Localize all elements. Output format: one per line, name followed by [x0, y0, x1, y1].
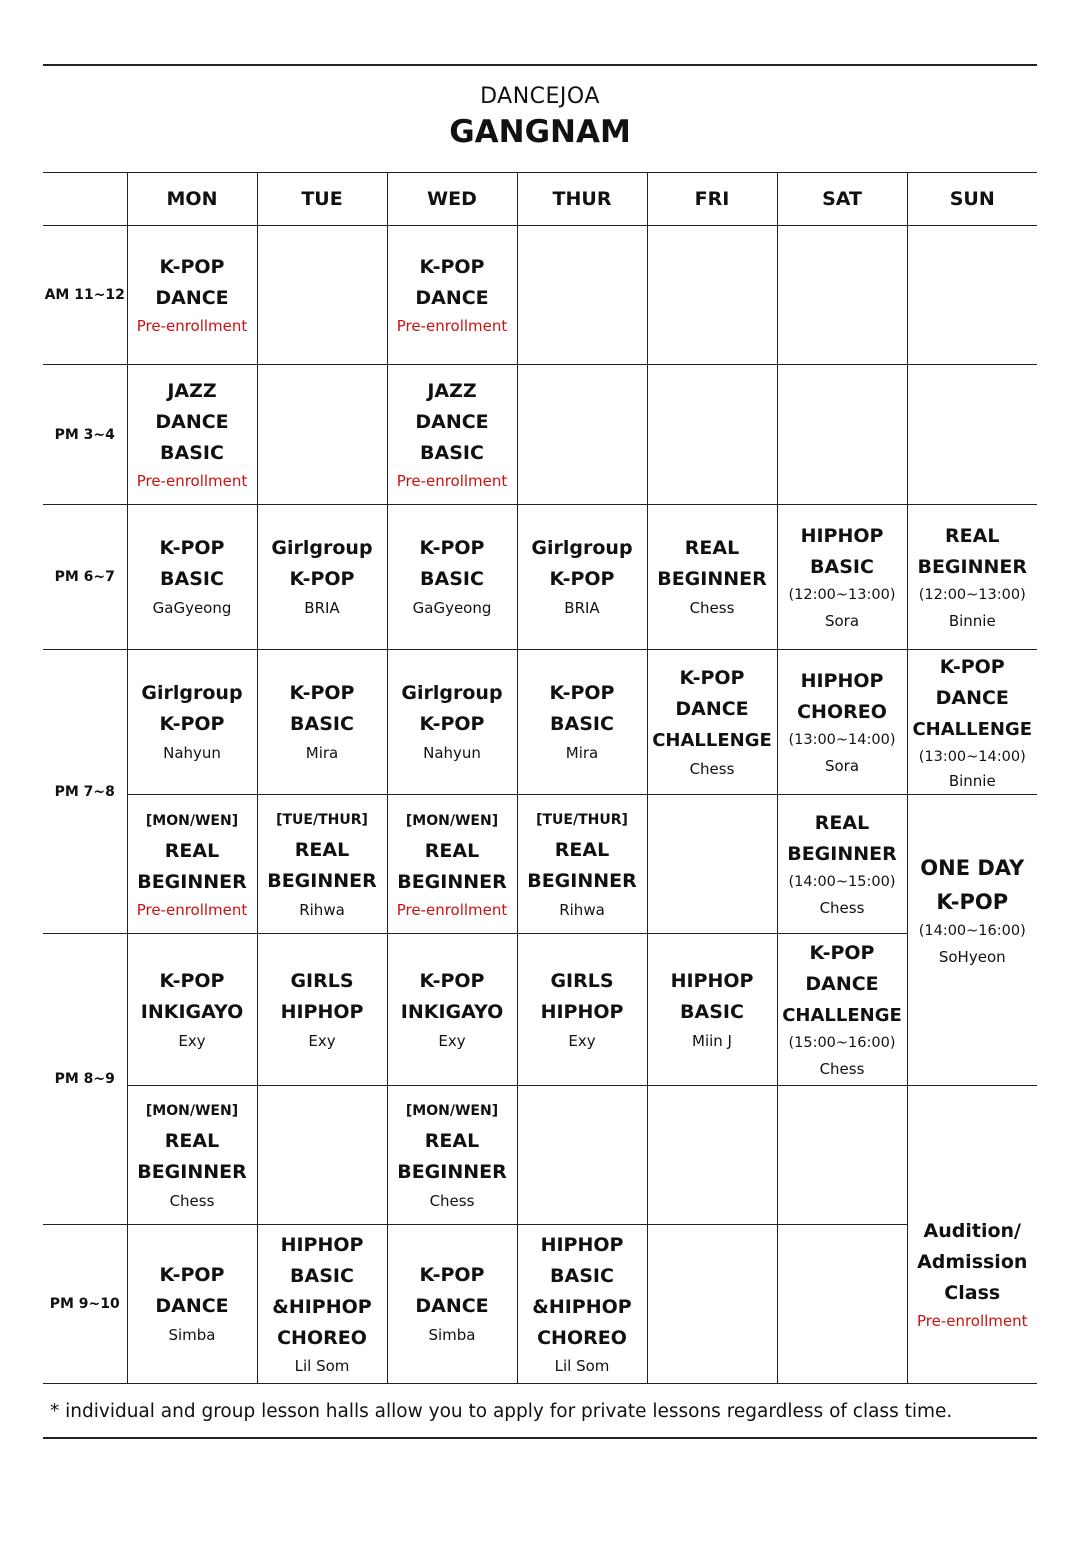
time-label: PM 7~8	[43, 650, 127, 934]
corner-cell	[43, 173, 127, 226]
class-name: Girlgroup	[141, 682, 243, 704]
class-name: HIPHOP	[800, 524, 884, 547]
day-header-thur: THUR	[517, 173, 647, 226]
class-name: DANCE	[935, 687, 1009, 709]
instructor-name: Chess	[689, 599, 735, 617]
class-name: HIPHOP	[280, 1234, 364, 1256]
day-header-row	[43, 173, 1037, 226]
day-header-mon: MON	[127, 173, 257, 226]
day-tag: [MON/WEN]	[405, 813, 499, 829]
row-pm-7-8-b	[43, 795, 1037, 934]
class-time: (12:00~13:00)	[918, 586, 1026, 603]
class-name: K-POP	[289, 568, 355, 590]
day-header-tue: TUE	[257, 173, 387, 226]
time-label: PM 8~9	[43, 934, 127, 1225]
row-pm-8-9-b	[43, 1086, 1037, 1225]
class-cell	[777, 934, 907, 1086]
class-name: GIRLS	[290, 969, 354, 992]
class-cell-one-day	[907, 795, 1037, 1086]
class-cell	[647, 650, 777, 795]
class-cell	[127, 365, 257, 505]
pre-enrollment-label: Pre-enrollment	[916, 1312, 1028, 1330]
class-name: REAL	[424, 1130, 480, 1152]
class-time: (15:00~16:00)	[788, 1034, 896, 1051]
class-name: K-POP	[159, 969, 225, 992]
instructor-name: Lil Som	[294, 1357, 350, 1375]
class-name: BASIC	[290, 713, 354, 735]
class-name: Audition/	[923, 1220, 1021, 1242]
day-header-fri: FRI	[647, 173, 777, 226]
instructor-name: Binnie	[948, 611, 996, 630]
instructor-name: Lil Som	[554, 1357, 610, 1375]
class-name: Admission	[917, 1251, 1028, 1273]
class-cell	[517, 1225, 647, 1384]
class-cell	[387, 226, 517, 365]
class-name: BASIC	[550, 713, 614, 735]
class-name: BEGINNER	[527, 870, 637, 892]
empty-cell	[777, 1086, 907, 1225]
class-name: BASIC	[550, 1265, 614, 1287]
row-pm-3-4	[43, 365, 1037, 505]
class-time: (13:00~14:00)	[788, 731, 896, 748]
class-name: Class	[944, 1282, 1001, 1304]
class-cell	[127, 795, 257, 934]
class-cell-audition	[907, 1086, 1037, 1384]
class-name: K-POP	[289, 682, 355, 704]
day-tag: [TUE/THUR]	[536, 812, 628, 828]
empty-cell	[647, 795, 777, 934]
class-name: DANCE	[805, 972, 879, 995]
class-name: BASIC	[810, 555, 874, 578]
class-name: CHALLENGE	[652, 729, 772, 751]
empty-cell	[257, 1086, 387, 1225]
class-name: HIPHOP	[670, 969, 754, 992]
class-name: K-POP	[419, 256, 485, 278]
day-tag: [MON/WEN]	[405, 1103, 499, 1119]
class-name: REAL	[294, 839, 350, 861]
class-name: CHALLENGE	[782, 1004, 902, 1026]
class-name: K-POP	[159, 1264, 225, 1286]
class-name: DANCE	[675, 697, 749, 720]
class-name: HIPHOP	[540, 1234, 624, 1256]
instructor-name: Chess	[819, 1059, 865, 1078]
time-label: AM 11~12	[43, 226, 127, 365]
instructor-name: Exy	[178, 1031, 206, 1050]
instructor-name: BRIA	[564, 599, 600, 617]
class-cell	[257, 505, 387, 650]
class-name: &HIPHOP	[532, 1296, 632, 1318]
instructor-name: Mira	[565, 744, 599, 762]
class-cell	[517, 505, 647, 650]
empty-cell	[257, 226, 387, 365]
empty-cell	[777, 1225, 907, 1384]
instructor-name: Chess	[819, 898, 865, 917]
class-name: K-POP	[936, 889, 1009, 914]
instructor-name: Chess	[169, 1192, 215, 1210]
class-cell	[647, 934, 777, 1086]
cell-spacer	[908, 970, 1038, 1030]
class-time: (14:00~15:00)	[788, 873, 896, 890]
class-cell	[127, 1086, 257, 1225]
class-name: DANCE	[155, 1295, 229, 1317]
class-name: BASIC	[160, 442, 224, 464]
brand-name: DANCEJOA	[480, 84, 600, 109]
class-name: BASIC	[680, 1000, 744, 1023]
class-cell	[387, 795, 517, 934]
class-name: REAL	[684, 537, 740, 559]
class-name: K-POP	[939, 656, 1005, 678]
empty-cell	[907, 365, 1037, 505]
class-cell	[517, 795, 647, 934]
empty-cell	[257, 365, 387, 505]
class-cell	[387, 1225, 517, 1384]
instructor-name: Binnie	[948, 772, 996, 790]
class-name: REAL	[945, 524, 1000, 547]
bottom-rule	[43, 1437, 1037, 1439]
class-name: K-POP	[419, 969, 485, 992]
row-pm-8-9-a	[43, 934, 1037, 1086]
pre-enrollment-label: Pre-enrollment	[396, 317, 508, 335]
empty-cell	[647, 1225, 777, 1384]
row-pm-9-10	[43, 1225, 1037, 1384]
class-name: K-POP	[419, 537, 485, 559]
instructor-name: Simba	[428, 1326, 476, 1344]
instructor-name: Nahyun	[423, 744, 481, 762]
instructor-name: Simba	[168, 1326, 216, 1344]
class-cell	[257, 795, 387, 934]
class-schedule-table	[43, 172, 1037, 1384]
class-name: BEGINNER	[657, 568, 767, 590]
class-name: BASIC	[420, 568, 484, 590]
class-name: &HIPHOP	[272, 1296, 372, 1318]
class-name: CHALLENGE	[912, 719, 1033, 740]
class-name: BEGINNER	[787, 842, 897, 865]
empty-cell	[777, 365, 907, 505]
class-name: BEGINNER	[397, 1161, 507, 1183]
row-am-11-12	[43, 226, 1037, 365]
empty-cell	[517, 1086, 647, 1225]
class-name: K-POP	[419, 713, 485, 735]
class-name: Girlgroup	[271, 537, 373, 559]
class-name: K-POP	[159, 537, 225, 559]
class-cell	[127, 226, 257, 365]
class-cell	[127, 650, 257, 795]
footer-note: * individual and group lesson halls allow you to apply for private lessons regardless of class time.	[50, 1401, 953, 1422]
empty-cell	[517, 365, 647, 505]
empty-cell	[517, 226, 647, 365]
class-name: BASIC	[290, 1265, 354, 1287]
empty-cell	[647, 226, 777, 365]
instructor-name: Exy	[568, 1031, 596, 1050]
class-cell	[517, 650, 647, 795]
pre-enrollment-label: Pre-enrollment	[136, 901, 248, 919]
class-cell	[387, 505, 517, 650]
class-name: HIPHOP	[280, 1000, 364, 1023]
class-name: K-POP	[679, 666, 745, 689]
time-label: PM 3~4	[43, 365, 127, 505]
cell-spacer	[908, 1136, 1038, 1216]
instructor-name: Sora	[824, 756, 860, 775]
day-tag: [MON/WEN]	[145, 813, 239, 829]
row-pm-6-7	[43, 505, 1037, 650]
class-cell	[907, 650, 1037, 795]
class-time: (14:00~16:00)	[918, 922, 1026, 939]
day-tag: [TUE/THUR]	[276, 812, 368, 828]
class-cell	[127, 934, 257, 1086]
class-name: REAL	[164, 840, 220, 862]
class-name: BEGINNER	[917, 555, 1028, 578]
class-name: BEGINNER	[397, 871, 507, 893]
class-name: ONE DAY	[920, 855, 1025, 880]
class-name: DANCE	[155, 287, 229, 309]
instructor-name: Exy	[308, 1031, 336, 1050]
class-cell	[777, 505, 907, 650]
class-name: INKIGAYO	[400, 1000, 504, 1023]
class-time: (12:00~13:00)	[788, 586, 896, 603]
class-cell	[387, 1086, 517, 1225]
class-name: CHOREO	[537, 1327, 627, 1349]
class-name: DANCE	[415, 287, 489, 309]
instructor-name: BRIA	[304, 599, 340, 617]
class-name: REAL	[424, 840, 480, 862]
class-cell	[387, 934, 517, 1086]
class-name: GIRLS	[550, 969, 614, 992]
class-name: INKIGAYO	[140, 1000, 244, 1023]
class-name: K-POP	[419, 1264, 485, 1286]
class-name: DANCE	[155, 411, 229, 433]
day-tag: [MON/WEN]	[145, 1103, 239, 1119]
class-name: HIPHOP	[540, 1000, 624, 1023]
class-name: REAL	[814, 811, 870, 834]
class-name: DANCE	[415, 1295, 489, 1317]
instructor-name: Miin J	[692, 1031, 732, 1050]
class-name: K-POP	[549, 682, 615, 704]
time-label: PM 6~7	[43, 505, 127, 650]
class-name: K-POP	[159, 713, 225, 735]
class-name: BEGINNER	[137, 871, 247, 893]
instructor-name: Chess	[429, 1192, 475, 1210]
instructor-name: GaGyeong	[152, 599, 232, 617]
class-cell	[257, 650, 387, 795]
class-cell	[257, 1225, 387, 1384]
branch-name: GANGNAM	[449, 114, 631, 150]
empty-cell	[647, 1086, 777, 1225]
instructor-name: GaGyeong	[412, 599, 492, 617]
instructor-name: Nahyun	[163, 744, 221, 762]
day-header-wed: WED	[387, 173, 517, 226]
top-rule	[43, 64, 1037, 66]
class-name: BEGINNER	[137, 1161, 247, 1183]
class-cell	[257, 934, 387, 1086]
class-name: CHOREO	[797, 700, 887, 723]
class-name: DANCE	[415, 411, 489, 433]
row-pm-7-8-a	[43, 650, 1037, 795]
day-header-sun: SUN	[907, 173, 1037, 226]
day-header-sat: SAT	[777, 173, 907, 226]
pre-enrollment-label: Pre-enrollment	[396, 472, 508, 490]
class-name: K-POP	[549, 568, 615, 590]
class-cell	[127, 1225, 257, 1384]
class-time: (13:00~14:00)	[918, 749, 1026, 765]
instructor-name: SoHyeon	[938, 947, 1006, 966]
class-name: BEGINNER	[267, 870, 377, 892]
class-cell	[387, 650, 517, 795]
instructor-name: Sora	[824, 611, 860, 630]
class-cell	[647, 505, 777, 650]
class-name: BASIC	[160, 568, 224, 590]
class-name: Girlgroup	[531, 537, 633, 559]
class-cell	[387, 365, 517, 505]
class-name: REAL	[554, 839, 610, 861]
pre-enrollment-label: Pre-enrollment	[136, 472, 248, 490]
instructor-name: Rihwa	[559, 901, 605, 919]
class-name: HIPHOP	[800, 669, 884, 692]
class-name: CHOREO	[277, 1327, 367, 1349]
instructor-name: Chess	[689, 759, 735, 778]
empty-cell	[777, 226, 907, 365]
class-cell	[777, 650, 907, 795]
instructor-name: Rihwa	[299, 901, 345, 919]
class-cell	[777, 795, 907, 934]
class-name: BASIC	[420, 442, 484, 464]
class-name: K-POP	[159, 256, 225, 278]
pre-enrollment-label: Pre-enrollment	[136, 317, 248, 335]
class-cell	[517, 934, 647, 1086]
empty-cell	[647, 365, 777, 505]
pre-enrollment-label: Pre-enrollment	[396, 901, 508, 919]
schedule-header	[43, 82, 1037, 152]
class-name: REAL	[164, 1130, 220, 1152]
time-label: PM 9~10	[43, 1225, 127, 1384]
empty-cell	[907, 226, 1037, 365]
class-name: JAZZ	[167, 380, 217, 402]
class-name: JAZZ	[427, 380, 477, 402]
instructor-name: Exy	[438, 1031, 466, 1050]
class-name: Girlgroup	[401, 682, 503, 704]
instructor-name: Mira	[305, 744, 339, 762]
class-cell	[907, 505, 1037, 650]
class-cell	[127, 505, 257, 650]
class-name: K-POP	[809, 941, 875, 964]
